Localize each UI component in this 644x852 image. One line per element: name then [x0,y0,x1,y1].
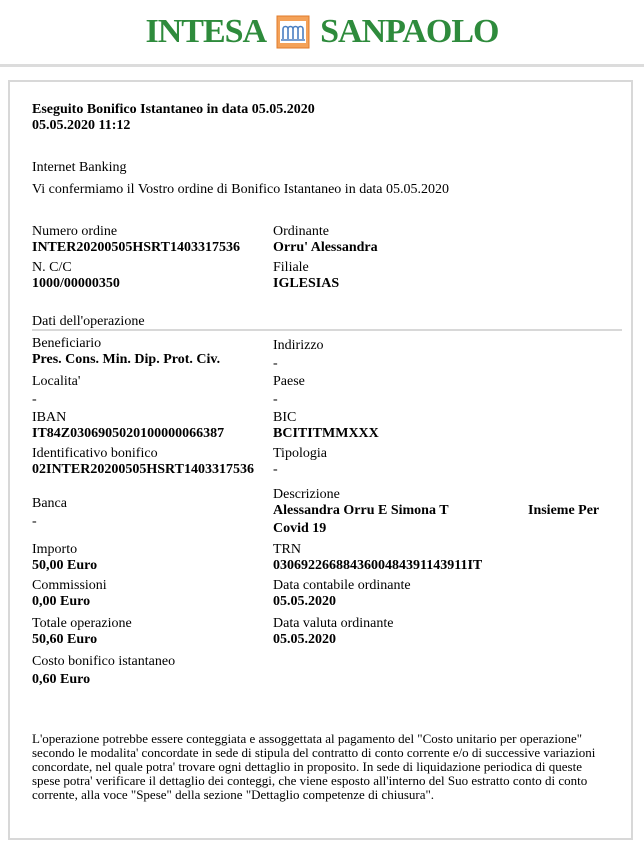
data-valuta-label: Data valuta ordinante [273,616,394,631]
header-bar [0,0,644,67]
indirizzo-value: - [273,356,278,371]
ordinante-label: Ordinante [273,224,329,239]
data-contabile-label: Data contabile ordinante [273,578,411,593]
section-title: Dati dell'operazione [32,314,145,329]
logo-mark-icon [276,15,310,49]
tipologia-label: Tipologia [273,446,327,461]
bank-logo [146,13,499,51]
descrizione-value-2: Insieme Per [528,503,600,518]
indirizzo-label: Indirizzo [273,338,324,353]
importo-label: Importo [32,542,78,557]
receipt-datetime: 05.05.2020 11:12 [32,118,131,133]
ordinante-value: Orru' Alessandra [273,240,378,255]
descrizione-value-1: Alessandra Orru E Simona T [273,503,449,518]
totale-value: 50,60 Euro [32,632,98,647]
localita-value: - [32,392,37,407]
paese-value: - [273,392,278,407]
filiale-label: Filiale [273,260,309,275]
banca-label: Banca [32,496,67,511]
importo-value: 50,00 Euro [32,558,98,573]
trn-label: TRN [273,542,301,557]
tipologia-value: - [273,462,278,477]
confirmation-text: Vi confermiamo il Vostro ordine di Bonifico Istantaneo in data 05.05.2020 [32,182,450,197]
id-bonifico-value: 02INTER20200505HSRT1403317536 [32,462,254,477]
descrizione-label: Descrizione [273,487,340,502]
totale-label: Totale operazione [32,616,132,631]
numero-ordine-value: INTER20200505HSRT1403317536 [32,240,240,255]
data-valuta-value: 05.05.2020 [273,632,336,647]
section-divider [32,329,622,331]
filiale-value: IGLESIAS [273,276,340,291]
descrizione-value-3: Covid 19 [273,521,327,536]
paese-label: Paese [273,374,305,389]
ncc-value: 1000/00000350 [32,276,120,291]
commissioni-label: Commissioni [32,578,107,593]
bic-label: BIC [273,410,297,425]
trn-value: 0306922668843600484391143911IT [273,558,483,573]
data-contabile-value: 05.05.2020 [273,594,336,609]
localita-label: Localita' [32,374,81,389]
costo-value: 0,60 Euro [32,672,91,687]
iban-label: IBAN [32,410,67,425]
iban-value: IT84Z0306905020100000066387 [32,426,225,441]
bic-value: BCITITMMXXX [273,426,379,441]
logo-word-right: SANPAOLO [320,13,499,50]
receipt-title: Eseguito Bonifico Istantaneo in data 05.05.2020 [32,102,315,117]
id-bonifico-label: Identificativo bonifico [32,446,158,461]
beneficiario-label: Beneficiario [32,336,102,351]
channel-text: Internet Banking [32,160,127,175]
beneficiario-value: Pres. Cons. Min. Dip. Prot. Civ. [32,352,221,367]
footer-note: L'operazione potrebbe essere conteggiata e assoggettata al pagamento del "Costo unitario per operazione" secondo le modalita' concordate in sede di stipula del contratto di conto corrente e/o di successive variazioni concordate, nel quale potra' trovare ogni dettaglio in proposito. In sede di liquidazione periodica di queste spese potra' verificare il dettaglio dei conteggi, che viene esposto all'interno del Suo estratto conto di conto corrente, alla voce "Spese" della sezione "Dettaglio competenze di chiusura". [32,731,596,802]
receipt-card [8,80,633,840]
banca-value: - [32,514,37,529]
numero-ordine-label: Numero ordine [32,224,118,239]
costo-label: Costo bonifico istantaneo [32,654,176,669]
ncc-label: N. C/C [32,260,72,275]
logo-word-left: INTESA [145,13,267,50]
commissioni-value: 0,00 Euro [32,594,91,609]
